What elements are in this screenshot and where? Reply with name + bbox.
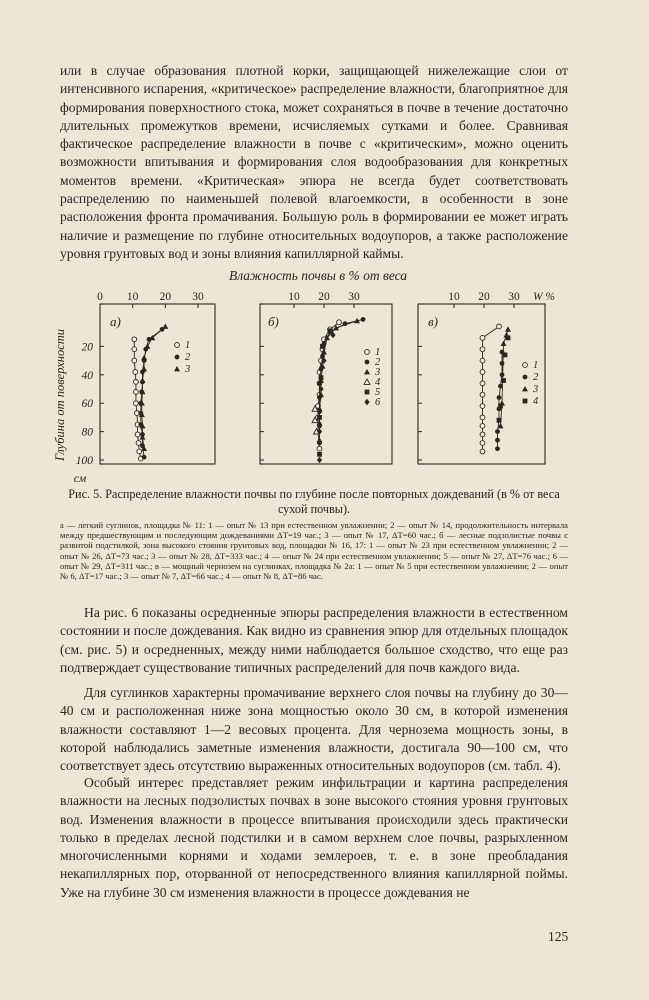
data-point: [137, 449, 142, 454]
data-point: [142, 455, 147, 460]
legend-label: 2: [185, 352, 191, 363]
panel-label: а): [110, 314, 121, 329]
data-point: [337, 320, 342, 325]
x-tick-label: 30: [192, 291, 204, 303]
data-point: [505, 326, 511, 331]
data-point: [506, 335, 511, 340]
y-unit-label: см: [73, 473, 87, 485]
page-number: 125: [548, 929, 569, 944]
data-point: [498, 404, 503, 409]
x-tick-label: 20: [478, 291, 490, 303]
data-point: [317, 457, 322, 463]
data-point: [141, 366, 147, 371]
legend-marker: [365, 360, 370, 365]
legend-label: 2: [533, 372, 539, 383]
legend-marker: [364, 399, 369, 405]
data-point: [136, 441, 141, 446]
legend-marker: [364, 369, 370, 374]
data-point: [480, 441, 485, 446]
panel-label: б): [268, 314, 279, 329]
legend-marker: [523, 399, 528, 404]
y-tick-label: 40: [81, 369, 93, 382]
figure-caption: Рис. 5. Распределение влажности почвы по глубине после повторных дождеваний (в % от веса сухой почвы).: [68, 487, 560, 516]
y-tick-label: 100: [75, 455, 93, 467]
legend-marker: [175, 355, 180, 360]
y-tick-label: 80: [81, 426, 93, 439]
legend-label: 3: [185, 364, 191, 375]
data-point: [144, 343, 150, 348]
data-point: [162, 324, 168, 329]
data-point: [317, 446, 322, 451]
legend-marker: [174, 366, 180, 371]
x-unit-label: W %: [532, 291, 556, 303]
data-point: [317, 415, 322, 420]
x-tick-label: 10: [448, 291, 460, 303]
data-point: [480, 432, 485, 437]
x-tick-label: 30: [348, 291, 360, 303]
legend-marker: [522, 386, 528, 391]
data-point: [495, 429, 500, 434]
paragraph-2: На рис. 6 показаны осредненные эпюры распределения влажности в естественном состоянии и после дождевания. Как видно из сравнения эпюр для отдельных площадок (см. рис. 5) и осредненных, между ними наблюдается большое сходство, что еще раз подтверждает существование типичных распределений для почв каждого вида.: [60, 605, 568, 675]
data-point: [495, 438, 500, 443]
panel-frame: [260, 304, 392, 464]
data-point: [500, 361, 505, 366]
legend-label: 1: [533, 360, 539, 371]
y-tick-label: 20: [81, 341, 93, 354]
data-point: [480, 370, 485, 375]
data-point: [132, 347, 137, 352]
data-point: [480, 415, 485, 420]
data-point: [497, 324, 502, 329]
data-point: [480, 358, 485, 363]
data-point: [501, 341, 507, 346]
legend-label: 1: [375, 347, 381, 358]
legend-label: 6: [375, 397, 381, 408]
data-point: [317, 452, 322, 457]
legend-label: 5: [375, 387, 381, 398]
legend-label: 2: [375, 357, 381, 368]
legend-label: 3: [375, 367, 381, 378]
x-tick-label: 10: [126, 291, 139, 303]
data-point: [141, 355, 147, 360]
figure-legend-note: а — легкий суглинок, площадка № 11: 1 — опыт № 13 при естественном увлажнении; 2 — опыт № 14, продолжительность интервала между предшествующим и последующим дождеваниями ΔT=19 час.; 3 — опыт № 17, ΔT=60 час.; б — лесные подзолистые почвы с развитой подстилкой, зона высокого стояния грунтовых вод, площадки № 16, 17: 1 — опыт № 23 при естественном увлажнении; 2 — опыт № 26, ΔT=73 час.; 3 — опыт № 28, ΔT=333 час.; 4 — опыт № 24 при естественном увлажнении; 5 — опыт № 27, ΔT=76 час.; 6 — опыт № 29, ΔT=311 час.; в — мощный чернозем на суглинках, площадка № 2а: 1 — опыт № 5 при естественном увлажнении; 2 — опыт № 6, ΔT=17 час.; 3 — опыт № 7, ΔT=66 час.; 4 — опыт № 8, ΔT=86 час.: [60, 520, 568, 582]
data-point: [480, 347, 485, 352]
data-point: [497, 418, 502, 423]
data-point: [319, 375, 324, 380]
paragraph-4: Особый интерес представляет режим инфильтрации и картина распределения влажности на лесных подзолистых почвах в зоне высокого стояния уровня грунтовых вод. Изменения влажности в процессе впитывания происходили здесь практически только в пределах лесной подстилки и в самом верхнем слое почвы, разрыхленном многочисленными корнями и ходами землероев, т. е. в зоне преобладания некапиллярных пор, оторванной от непосредственного влияния капиллярной поймы. Уже на глубине 30 см изменения влажности в процессе дождевания не: [60, 775, 568, 900]
series-line: [142, 327, 166, 449]
series-line: [498, 352, 503, 449]
data-point: [500, 372, 505, 377]
data-point: [480, 404, 485, 409]
x-tick-label: 20: [159, 291, 172, 303]
x-tick-label: 20: [318, 291, 330, 303]
legend-marker: [364, 379, 370, 384]
x-tick-label: 30: [508, 291, 520, 303]
data-point: [480, 449, 485, 454]
data-point: [133, 370, 138, 375]
data-point: [497, 395, 502, 400]
data-point: [361, 317, 366, 322]
data-point: [135, 432, 140, 437]
legend-label: 4: [375, 377, 381, 388]
paragraph-3: Для суглинков характерны промачивание верхнего слоя почвы на глубину до 30—40 см и расположенная ниже зона мощностью около 30 см, в которой изменения влажности составляют 1—2 весовых процента. Для чернозема мощность зоны, в которой наблюдались заметные изменения влажности, достигала 90—100 см, что соответствует здесь отсутствию выраженных относительных водоупоров (см. табл. 4).: [60, 685, 568, 774]
data-point: [480, 335, 485, 340]
panel-label: в): [428, 314, 438, 329]
x-tick-label: 10: [288, 291, 300, 303]
data-point: [132, 337, 137, 342]
y-axis-label: Глубина от поверхности: [53, 328, 67, 462]
data-point: [132, 358, 137, 363]
chart-title: Влажность почвы в % от веса: [228, 268, 408, 283]
data-point: [495, 446, 500, 451]
legend-marker: [365, 350, 370, 355]
data-point: [480, 381, 485, 386]
data-point: [480, 424, 485, 429]
y-tick-label: 60: [81, 398, 93, 411]
legend-marker: [523, 375, 528, 380]
data-point: [480, 392, 485, 397]
legend-marker: [523, 363, 528, 368]
x-tick-label: 0: [97, 291, 103, 303]
data-point: [317, 437, 323, 442]
legend-label: 4: [533, 396, 539, 407]
data-point: [328, 328, 333, 333]
legend-marker: [365, 390, 370, 395]
data-point: [134, 380, 139, 385]
data-point: [134, 401, 139, 406]
data-point: [139, 377, 145, 382]
legend-label: 1: [185, 340, 191, 351]
data-point: [501, 378, 506, 383]
paragraph-1: или в случае образования плотной корки, защищающей нижележащие слои от интенсивного испарения, «критическое» распределение влажности, благоприятное для формирования поверхностного стока, может сохраняться в почве в течение достаточно длительных промежутков времени, исчисляемых сутками и более. Сравнивая фактическое распределение влажности в почве с «критическим», можно оценить возможности впитывания и формирования слоя водообразования для конкретных моментов времени. «Критическая» эпюра не всегда будет соответствовать распределению по наименьшей полевой влагоемкости, в особенности в зоне расположения фронта промачивания. Большую роль в формировании ее может играть наличие и размещение по глубине относительных водоупоров, а также расположение уровня грунтовых вод и зоны влияния капиллярной каймы.: [60, 63, 568, 261]
legend-label: 3: [533, 384, 539, 395]
data-point: [503, 353, 508, 358]
data-point: [320, 344, 325, 349]
data-point: [134, 389, 139, 394]
legend-marker: [175, 343, 180, 348]
